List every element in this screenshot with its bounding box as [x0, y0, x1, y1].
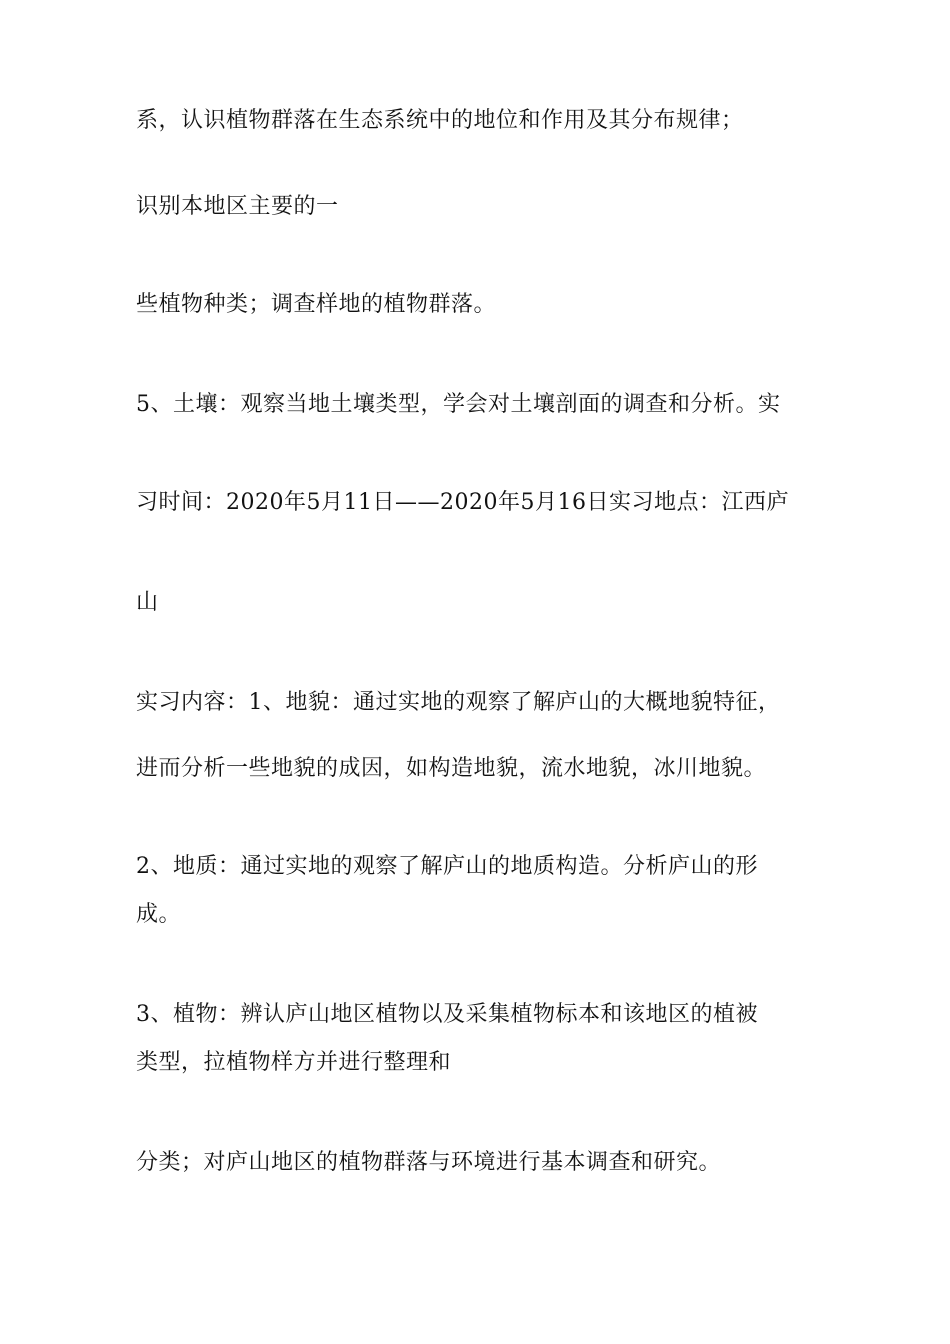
- text-line: 实习内容：1、地貌：通过实地的观察了解庐山的大概地貌特征，: [136, 690, 781, 715]
- text-line: 系，认识植物群落在生态系统中的地位和作用及其分布规律；: [136, 108, 744, 133]
- text-line: 2、地质：通过实地的观察了解庐山的地质构造。分析庐山的形: [136, 854, 758, 879]
- text-line: 识别本地区主要的一: [136, 194, 339, 219]
- text-line: 习时间：2020年5月11日——2020年5月16日实习地点：江西庐: [136, 490, 789, 515]
- text-line: 3、植物：辨认庐山地区植物以及采集植物标本和该地区的植被: [136, 1002, 758, 1027]
- text-line: 5、土壤：观察当地土壤类型，学会对土壤剖面的调查和分析。实: [136, 392, 781, 417]
- text-line: 类型，拉植物样方并进行整理和: [136, 1050, 452, 1075]
- text-line: 进而分析一些地貌的成因，如构造地貌，流水地貌，冰川地貌。: [136, 756, 767, 781]
- text-line: 些植物种类；调查样地的植物群落。: [136, 292, 497, 317]
- text-line: 山: [136, 590, 159, 615]
- text-line: 分类；对庐山地区的植物群落与环境进行基本调查和研究。: [136, 1150, 722, 1175]
- text-line: 成。: [136, 902, 182, 927]
